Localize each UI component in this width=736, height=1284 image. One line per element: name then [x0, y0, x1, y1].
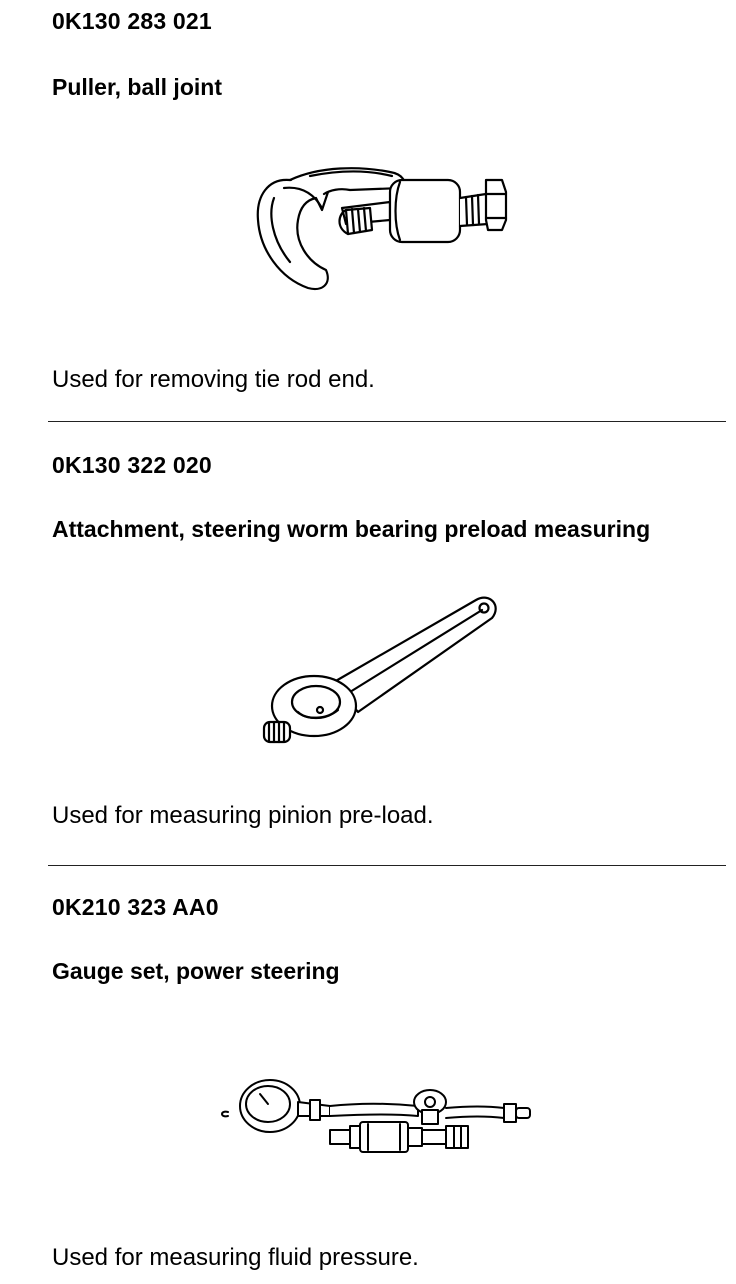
tool-description: Used for measuring fluid pressure. — [52, 1244, 419, 1271]
divider — [48, 421, 726, 422]
tool-name: Puller, ball joint — [52, 74, 222, 100]
part-number: 0K210 323 AA0 — [52, 894, 219, 920]
part-number: 0K130 283 021 — [52, 8, 212, 34]
tool-name: Attachment, steering worm bearing preload measuring — [52, 516, 651, 542]
preload-wrench-icon — [254, 594, 504, 754]
tool-description: Used for removing tie rod end. — [52, 366, 375, 393]
pressure-gauge-set-icon — [218, 1072, 542, 1162]
tool-name: Gauge set, power steering — [52, 958, 340, 984]
ball-joint-puller-icon — [250, 158, 510, 298]
part-number: 0K130 322 020 — [52, 452, 212, 478]
tool-description: Used for measuring pinion pre-load. — [52, 802, 434, 829]
divider — [48, 865, 726, 866]
